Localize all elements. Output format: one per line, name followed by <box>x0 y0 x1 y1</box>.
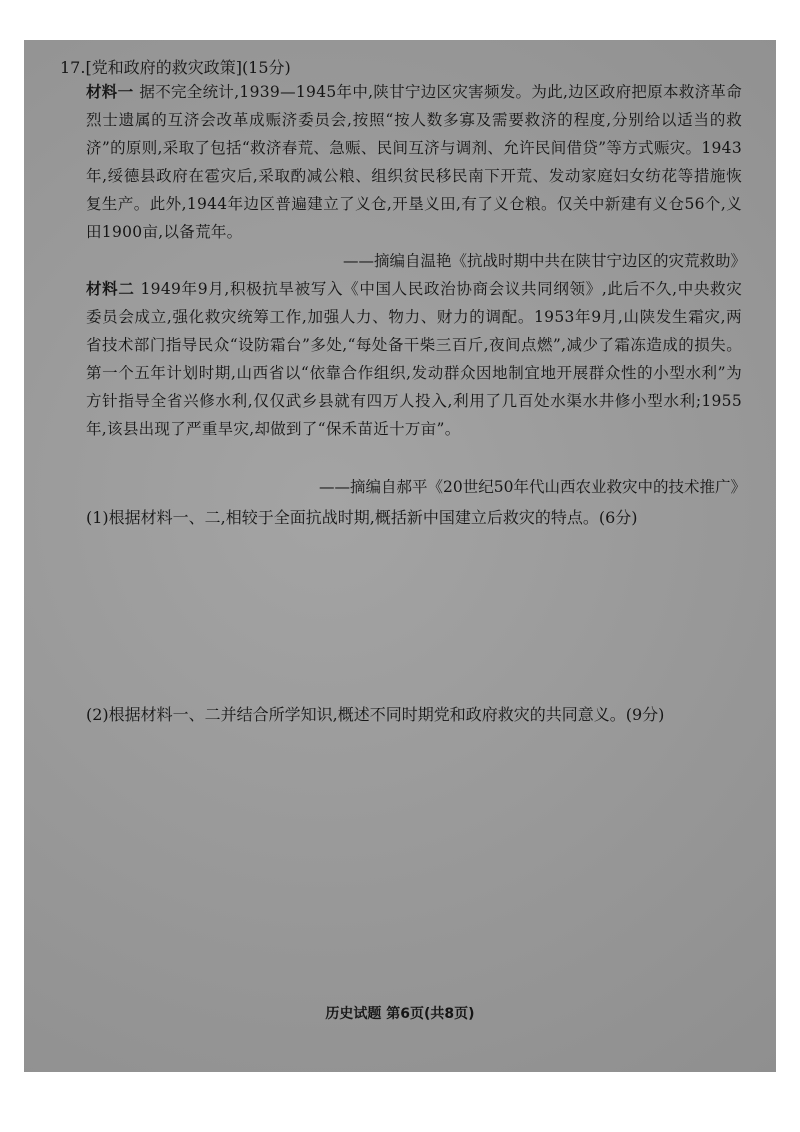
material-one-text: 据不完全统计,1939—1945年中,陕甘宁边区灾害频发。为此,边区政府把原本救济革命烈士遗属的互济会改革成赈济委员会,按照“按人数多寡及需要救济的程度,分别给以适当的救济”的原则,采取了包括“救济春荒、急赈、民间互济与调剂、允许民间借贷”等方式赈灾。1943年,绥德县政府在雹灾后,采取酌减公粮、组织贫民移民南下开荒、发动家庭妇女纺花等措施恢复生产。此外,1944年边区普遍建立了义仓,开垦义田,有了义仓粮。仅关中新建有义仓56个,义田1900亩,以备荒年。 <box>86 83 742 241</box>
question-header <box>60 56 291 80</box>
sub-question-1: (1)根据材料一、二,相较于全面抗战时期,概括新中国建立后救灾的特点。(6分) <box>86 508 638 527</box>
material-two-source: ——摘编自郝平《20世纪50年代山西农业救灾中的技术推广》 <box>319 478 746 496</box>
question-number: 17. <box>60 58 86 77</box>
material-one-label: 材料一 <box>86 82 134 101</box>
exam-page <box>24 40 776 1072</box>
page-footer: 历史试题 第6页(共8页) <box>325 1006 475 1022</box>
sub-question-2: (2)根据材料一、二并结合所学知识,概述不同时期党和政府救灾的共同意义。(9分) <box>86 705 665 724</box>
material-two-label: 材料二 <box>86 279 135 298</box>
question-title: [党和政府的救灾政策](15分) <box>85 58 291 77</box>
material-one-source: ——摘编自温艳《抗战时期中共在陕甘宁边区的灾荒救助》 <box>342 252 746 270</box>
material-two <box>86 275 742 443</box>
material-one <box>86 78 742 246</box>
material-two-text: 1949年9月,积极抗旱被写入《中国人民政治协商会议共同纲领》,此后不久,中央救灾委员会成立,强化救灾统筹工作,加强人力、物力、财力的调配。1953年9月,山陕发生霜灾,两省技术部门指导民众“设防霜台”多处,“每处备干柴三百斤,夜间点燃”,减少了霜冻造成的损失。第一个五年计划时期,山西省以“依靠合作组织,发动群众因地制宜地开展群众性的小型水利”为方针指导全省兴修水利,仅仅武乡县就有四万人投入,利用了几百处水渠水井修小型水利;1955年,该县出现了严重旱灾,却做到了“保禾苗近十万亩”。 <box>86 280 742 438</box>
